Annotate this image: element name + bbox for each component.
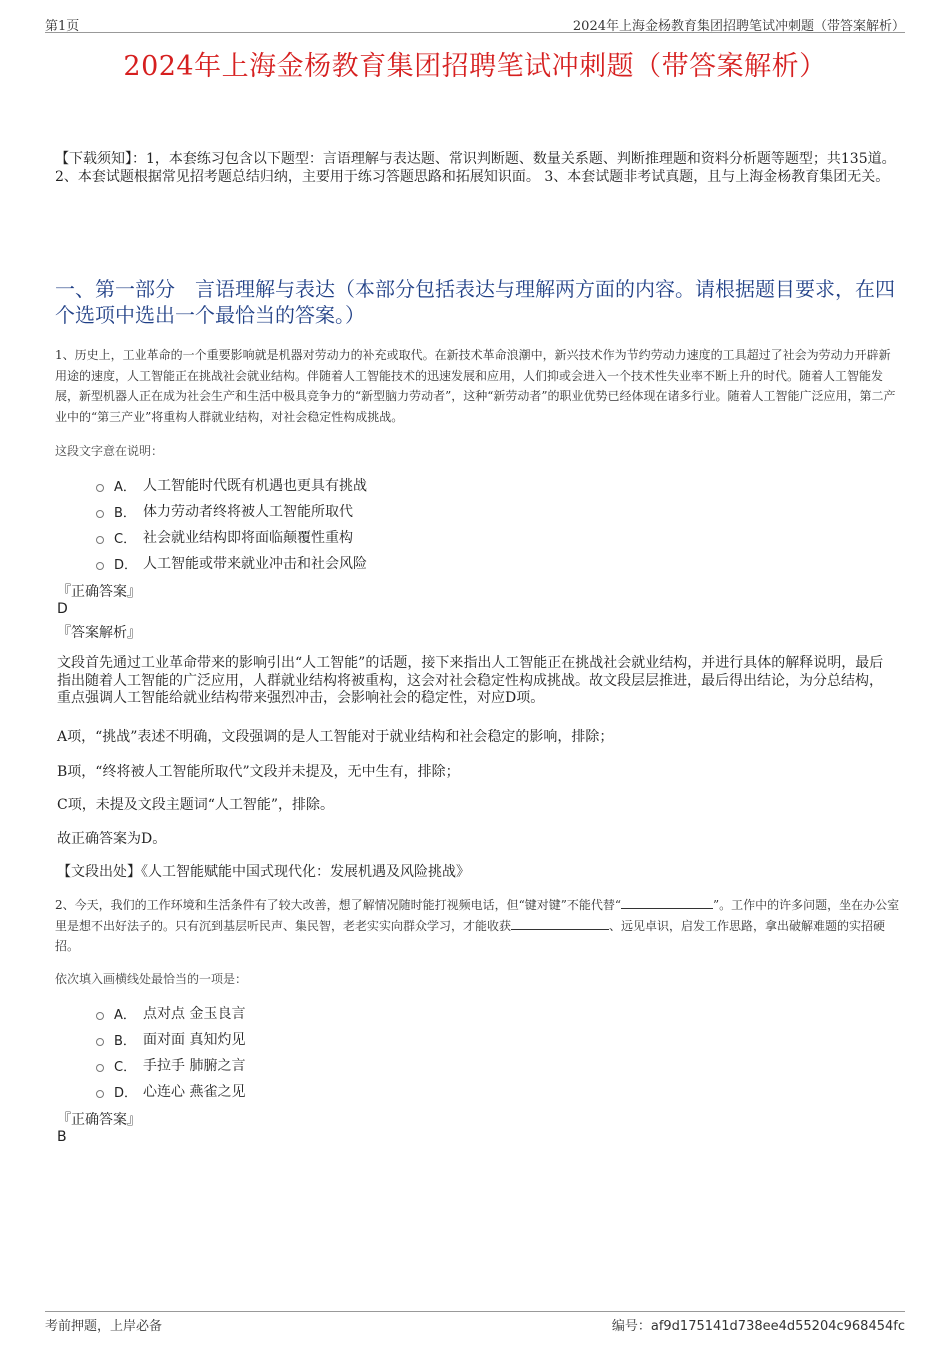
text-source: 【文段出处】《人工智能赋能中国式现代化：发展机遇及风险挑战》 [57, 864, 470, 880]
option-a[interactable] [96, 472, 367, 498]
page-number: 第1页 [45, 19, 80, 34]
question-2-text-part3: 、远见卓识，启发工作思路，拿出破解难题的实招硬招。 [55, 918, 886, 953]
radio-icon[interactable] [96, 562, 104, 570]
question-2-text [55, 895, 900, 957]
document-title: 2024年上海金杨教育集团招聘笔试冲刺题（带答案解析） [123, 51, 827, 82]
option-a[interactable] [96, 1000, 245, 1026]
option-letter: C． [114, 531, 137, 547]
question-1-prompt: 这段文字意在说明： [55, 444, 164, 458]
question-1-text: 1、历史上，工业革命的一个重要影响就是机器对劳动力的补充或取代。在新技术革命浪潮中，新兴技术作为节约劳动力速度的工具超过了社会为劳动力开辟新用途的速度，人工智能正在挑战社会就业结构。伴随着人工智能技术的迅速发展和应用，人们抑或会进入一个技术性失业率不断上升的时代。随着人工智能发展，新型机器人正在成为社会生产和生活中极具竞争力的“新型脑力劳动者”，这种“新劳动者”的职业优势已经体现在诸多行业。随着人工智能广泛应用，第二产业中的“第三产业”将重构人群就业结构，对社会稳定性构成挑战。 [55, 348, 896, 424]
option-c[interactable] [96, 524, 367, 550]
option-letter: A． [114, 1007, 136, 1023]
correct-answer-label: 『正确答案』 [57, 1112, 141, 1128]
option-b[interactable] [96, 1026, 245, 1052]
option-letter: D． [114, 557, 138, 573]
option-letter: B． [114, 1033, 136, 1049]
analysis-option-b: B项，“终将被人工智能所取代”文段并未提及，无中生有，排除； [57, 764, 460, 780]
option-text: 社会就业结构即将面临颠覆性重构 [143, 530, 353, 546]
analysis-option-a: A项，“挑战”表述不明确，文段强调的是人工智能对于就业结构和社会稳定的影响，排除； [57, 729, 614, 745]
radio-icon[interactable] [96, 484, 104, 492]
option-b[interactable] [96, 498, 367, 524]
option-d[interactable] [96, 550, 367, 576]
page-header [45, 14, 905, 33]
footer-code [612, 1315, 905, 1334]
question-2-prompt: 依次填入画横线处最恰当的一项是： [55, 972, 248, 986]
question-2-options [96, 1000, 245, 1104]
fill-blank-2 [511, 917, 609, 930]
option-letter: C． [114, 1059, 137, 1075]
analysis-conclusion: 故正确答案为D。 [57, 831, 167, 847]
option-d[interactable] [96, 1078, 245, 1104]
radio-icon[interactable] [96, 1064, 104, 1072]
option-letter: B． [114, 505, 136, 521]
option-c[interactable] [96, 1052, 245, 1078]
radio-icon[interactable] [96, 536, 104, 544]
footer-code-label: 编号： [611, 1319, 651, 1334]
correct-answer-label: 『正确答案』 [57, 584, 141, 600]
correct-answer-value: D [57, 601, 68, 617]
header-doc-title: 2024年上海金杨教育集团招聘笔试冲刺题（带答案解析） [572, 19, 905, 34]
radio-icon[interactable] [96, 510, 104, 518]
analysis-text: 文段首先通过工业革命带来的影响引出“人工智能”的话题，接下来指出人工智能正在挑战社会就业结构，并进行具体的解释说明，最后指出随着人工智能的广泛应用，人群就业结构将被重构，这会对社会稳定性构成挑战。故文段层层推进，最后得出结论，为分总结构，重点强调人工智能给就业结构带来强烈冲击，会影响社会的稳定性，对应D项。 [57, 655, 884, 706]
fill-blank-1 [621, 896, 713, 909]
option-text: 人工智能时代既有机遇也更具有挑战 [143, 478, 367, 494]
page-footer [45, 1311, 905, 1334]
option-text: 面对面 真知灼见 [143, 1032, 246, 1048]
option-text: 体力劳动者终将被人工智能所取代 [143, 504, 353, 520]
option-letter: D． [114, 1085, 138, 1101]
question-1-options [96, 472, 367, 576]
option-text: 点对点 金玉良言 [143, 1006, 246, 1022]
download-notice: 【下载须知】：1，本套练习包含以下题型：言语理解与表达题、常识判断题、数量关系题、判断推理题和资料分析题等题型；共135道。 2、本套试题根据常见招考题总结归纳，主要用于练习答题思路和拓展知识面。 3、本套试题非考试真题，且与上海金杨教育集团无关。 [55, 151, 896, 185]
correct-answer-value: B [57, 1129, 67, 1145]
footer-code-value: af9d175141d738ee4d55204c968454fc [650, 1319, 905, 1334]
radio-icon[interactable] [96, 1038, 104, 1046]
analysis-option-c: C项，未提及文段主题词“人工智能”，排除。 [57, 797, 335, 813]
analysis-label: 『答案解析』 [57, 625, 141, 641]
option-text: 人工智能或带来就业冲击和社会风险 [143, 556, 367, 572]
radio-icon[interactable] [96, 1090, 104, 1098]
option-text: 手拉手 肺腑之言 [143, 1058, 246, 1074]
section-heading: 一、第一部分 言语理解与表达（本部分包括表达与理解两方面的内容。请根据题目要求，在四个选项中选出一个最恰当的答案。） [55, 277, 895, 327]
option-letter: A． [114, 479, 136, 495]
question-2-text-part2: ”。工作中的许多问题，坐在办公室里是想不出好法子的。只有沉到基层听民声、集民智，老老实实向群众学习，才能收获 [55, 898, 900, 933]
footer-slogan: 考前押题，上岸必备 [45, 1319, 163, 1334]
radio-icon[interactable] [96, 1012, 104, 1020]
option-text: 心连心 燕雀之见 [143, 1084, 246, 1100]
question-2-text-part1: 2、今天，我们的工作环境和生活条件有了较大改善，想了解情况随时能打视频电话，但“键对键”不能代替“ [55, 898, 622, 912]
